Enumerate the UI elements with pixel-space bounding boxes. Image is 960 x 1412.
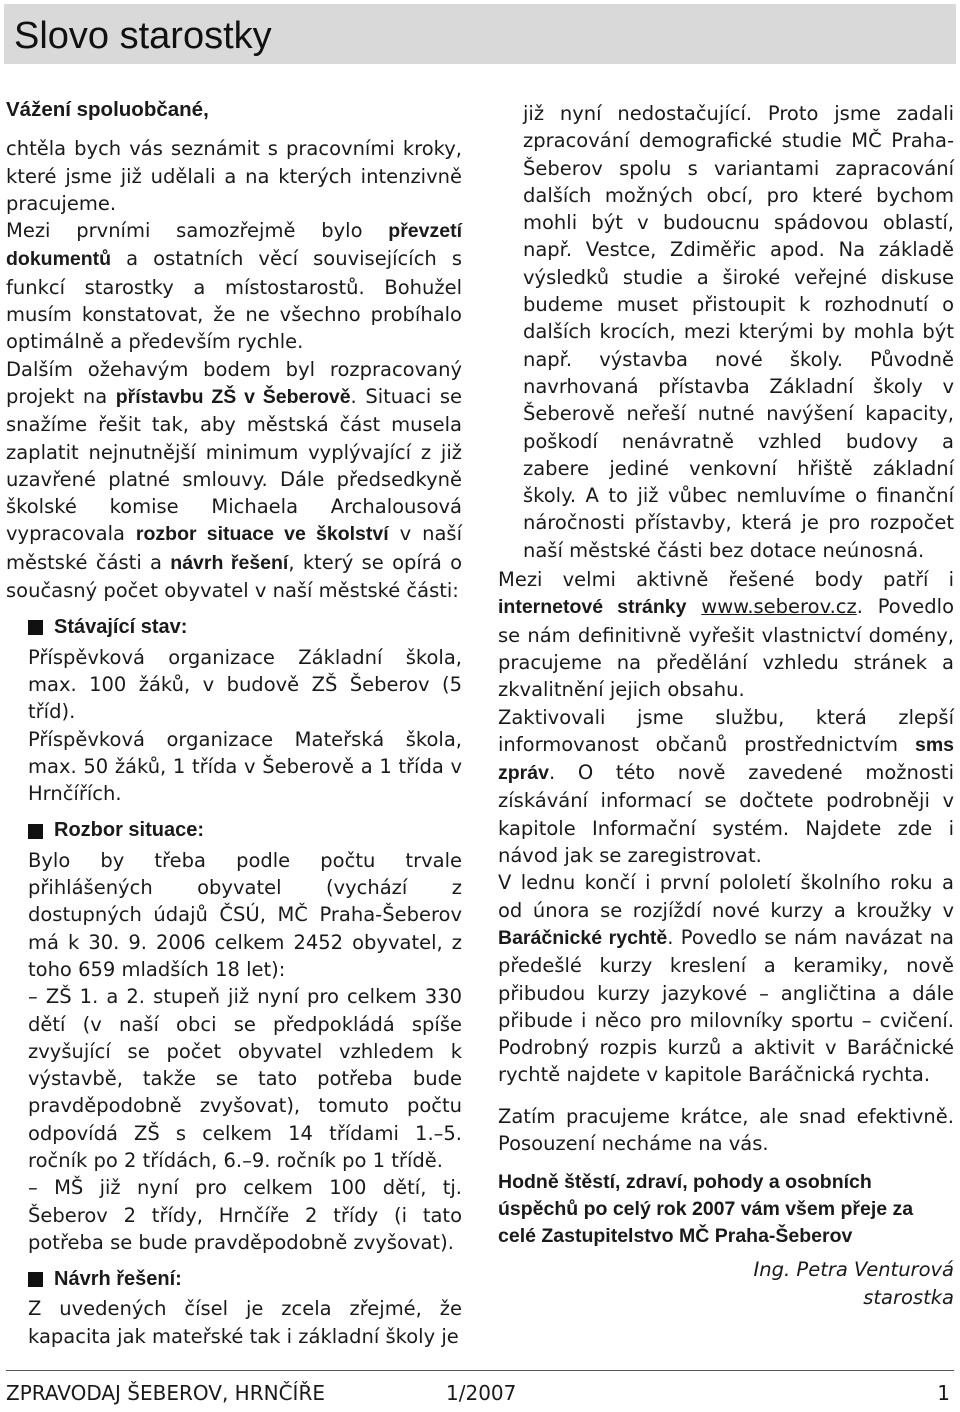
- text-run: . Povedlo se nám navázat na předešlé kurzy kreslení a keramiky, nově přibudou kurzy jazykové – angličtina a dále přibude i něco pro milovníky sportu – cvičení. Podrobný rozpis kurzů a aktivit v Baráčnické rychtě najdete v kapitole Baráčnická rychta.: [498, 925, 954, 1087]
- paragraph-courses: [498, 869, 954, 1088]
- text-run: Dalším ožehavým bodem byl rozpracovaný projekt na: [6, 357, 462, 408]
- analysis-kindergarten: – MŠ již nyní pro celkem 100 dětí, tj. Šeberov 2 třídy, Hrnčíře 2 třídy (i tato potřeba se bude pravděpodobně zvyšovat).: [28, 1176, 462, 1254]
- paragraph-documents: [6, 217, 462, 355]
- signature-name: Ing. Petra Venturová: [753, 1258, 954, 1282]
- intro-paragraph: chtěla bych vás seznámit s pracovními kroky, které jsme již udělali a na kterých intenzivně pracujeme.: [6, 137, 462, 215]
- paragraph-sms: [498, 704, 954, 870]
- bold-run: rozbor situace ve školství: [135, 523, 389, 546]
- square-bullet-icon: [28, 824, 43, 839]
- current-state-kindergarten: Příspěvková organizace Mateřská škola, max. 50 žáků, 1 třída v Šeberově a 1 třída v Hrnčířích.: [28, 727, 462, 806]
- analysis-primary-school: – ZŠ 1. a 2. stupeň již nyní pro celkem 330 dětí (v naší obci se předpokládá spíše zvyšující se počet obyvatel vzhledem k výstavbě, takže se tato potřeba bude pravděpodobně zvyšovat), tomuto počtu odpovídá ZŠ s celkem 14 třídami 1.–5. ročník po 2 třídách, 6.–9. ročník po 1 třídě.: [28, 985, 462, 1172]
- text-run: Zaktivovali jsme službu, která zlepší informovanost občanů prostřednictvím: [498, 705, 954, 756]
- bold-run: internetové stránky: [498, 596, 687, 619]
- paragraph-school-project: [6, 356, 462, 605]
- greeting: Vážení spoluobčané,: [6, 98, 209, 121]
- text-run: [686, 595, 701, 618]
- section-heading-analysis: [6, 817, 462, 844]
- section-heading-label: Stávající stav:: [54, 616, 188, 639]
- text-run: Mezi velmi aktivně řešené body patří i: [498, 568, 954, 592]
- text-run: a ostatních věcí souvisejících s funkcí starostky a místostarostů. Bohužel musím konstatovat, že ne všechno probíhalo optimálně a především rychle.: [6, 247, 462, 354]
- text-run: . O této nově zavedené možnosti získávání informací se dočtete podrobněji v kapitole Informační systém. Najdete zde i návod jak se zaregistrovat.: [498, 761, 954, 868]
- paragraph-summary: Zatím pracujeme krátce, ale snad efektivně. Posouzení necháme na vás.: [498, 1104, 954, 1155]
- current-state-primary-school: Příspěvková organizace Základní škola, max. 100 žáků, v budově ZŠ Šeberov (5 tříd).: [28, 645, 462, 724]
- page-title: Slovo starostky: [14, 15, 272, 57]
- signature: [498, 1256, 954, 1312]
- text-run: V lednu končí i první pololetí školního roku a od února se rozjíždí nové kurzy a kroužky v: [498, 871, 954, 922]
- section-heading-label: Návrh řešení:: [54, 1268, 182, 1291]
- bold-run: Baráčnické rychtě: [498, 926, 668, 949]
- text-run: . Situaci se snažíme řešit tak, aby městská část musela zaplatit nejnutnější minimum vyplývající z již uzavřené platné smlouvy. Dále předsedkyně školské komise Michaela Archalousová vypracovala: [6, 384, 462, 546]
- right-column: [498, 100, 954, 1312]
- section-heading-proposal: [6, 1266, 462, 1293]
- bold-run: návrh řešení: [170, 551, 289, 574]
- closing-wishes: Hodně štěstí, zdraví, pohody a osobních úspěchů po celý rok 2007 vám všem přeje za celé Zastupitelstvo MČ Praha-Šeberov: [498, 1171, 914, 1248]
- title-bar: [4, 4, 956, 64]
- bold-run: přístavbu ZŠ v Šeberově: [115, 385, 351, 408]
- square-bullet-icon: [28, 1272, 43, 1287]
- proposal-continued: již nyní nedostačující. Proto jsme zadali zpracování demografické studie MČ Praha-Šeberov spolu s variantami zapracování dalších možných obcí, pro které bychom mohli být v budoucnu spádovou oblastí, např. Vestce, Zdiměřic apod. Na základě výsledků studie a široké veřejné diskuse budeme muset přistoupit k rozhodnutí o dalších krocích, mezi kterými by mohla být např. výstavba nové školy. Původně navrhovaná přístavba Základní školy v Šeberově neřeší nutné navýšení kapacity, poškodí nenávratně vzhled budovy a zabere jediné venkovní hřiště základní školy. A to již vůbec nemluvíme o finanční náročnosti přístavby, která je pro rozpočet naší městské části bez dotace neúnosná.: [523, 102, 954, 562]
- section-heading-current-state: [6, 614, 462, 641]
- section-heading-label: Rozbor situace:: [54, 819, 205, 842]
- analysis-intro: Bylo by třeba podle počtu trvale přihlášených obyvatel (vychází z dostupných údajů ČSÚ, MČ Praha-Šeberov má k 30. 9. 2006 celkem 2452 obyvatel, z toho 659 mladších 18 let):: [28, 848, 462, 981]
- footer-issue: 1/2007: [446, 1381, 517, 1405]
- text-run: . Povedlo se nám definitivně vyřešit vlastnictví domény, pracujeme na předělání vzhledu stránek a zkvalitnění jejich obsahu.: [498, 595, 954, 702]
- bold-run: sms zpráv: [498, 733, 954, 785]
- footer-page-number: 1: [937, 1381, 950, 1405]
- footer-divider: [6, 1370, 954, 1371]
- page-footer: [6, 1380, 954, 1410]
- proposal-paragraph: Z uvedených čísel je zcela zřejmé, že kapacita jak mateřské tak i základní školy je: [28, 1297, 462, 1348]
- signature-role: starostka: [863, 1286, 954, 1310]
- text-run: Mezi prvními samozřejmě bylo: [6, 219, 389, 243]
- square-bullet-icon: [28, 620, 43, 635]
- bold-run: převzetí dokumentů: [6, 220, 462, 271]
- text-run: , který se opírá o současný počet obyvatel v naší městské části:: [6, 550, 462, 603]
- text-run: v naší městské části a: [6, 522, 462, 574]
- footer-publication: ZPRAVODAJ ŠEBEROV, HRNČÍŘE: [6, 1381, 325, 1405]
- website-link[interactable]: www.seberov.cz: [701, 595, 857, 619]
- left-column: [6, 96, 462, 1350]
- paragraph-website: [498, 566, 954, 703]
